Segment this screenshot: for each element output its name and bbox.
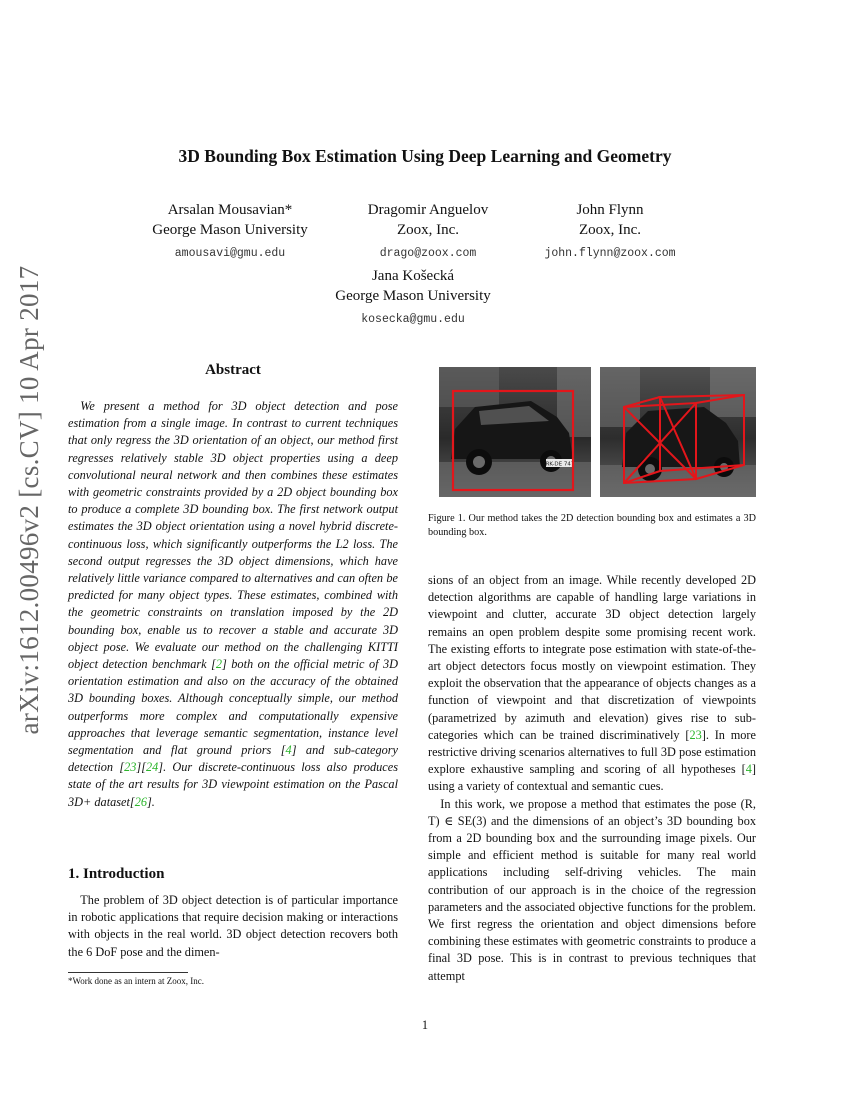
page-number: 1 (421, 1018, 429, 1032)
paragraph: sions of an object from an image. While recently developed 2D detection algorithms are capable of handling large variations in viewpoint and clutter, accurate 3D object detection largely remains an open problem despite some promising recent work. The existing efforts to integrate pose estimation with state-of-the-art object detectors focus mostly on viewpoint estimation. They exploit the observation that the appearance of objects changes as a function of viewpoint and that discretization of viewpoints (parametrized by azimuth and elevation) gives rise to sub-categories which can be trained discriminatively [23]. In more restrictive driving scenarios alternatives to full 3D pose estimation explore exhaustive sampling and scoring of all hypotheses [4] using a variety of contextual and semantic cues. (428, 573, 756, 794)
figure-caption: Figure 1. Our method takes the 2D detection bounding box and estimates a 3D bounding box. (428, 513, 756, 538)
author-name: Jana Košecká (371, 268, 455, 284)
citation-link[interactable]: 23 (124, 760, 137, 775)
author-block (313, 266, 513, 330)
car-photo-3d (600, 367, 756, 497)
author-name: Arsalan Mousavian* (167, 202, 293, 218)
citation-link[interactable]: 2 (215, 657, 223, 672)
citation-link[interactable]: 24 (145, 760, 159, 775)
arxiv-stamp: arXiv:1612.00496v2 [cs.CV] 10 Apr 2017 (14, 265, 44, 735)
author-block (510, 200, 710, 264)
author-name: Dragomir Anguelov (367, 202, 489, 218)
abstract-heading: Abstract (205, 362, 261, 378)
author-block (328, 200, 528, 264)
svg-text:RK-DE 747: RK-DE 747 (545, 461, 575, 468)
abstract-text: We present a method for 3D object detection and pose estimation from a single image. In contrast to current techniques that only regress the 3D orientation of an object, our method first regresses relatively stable 3D object properties using a deep convolutional neural network and then combines these estimates with geometric constraints provided by a 2D object bounding box to produce a complete 3D bounding box. The first network output estimates the 3D object orientation using a novel hybrid discrete-continuous loss, which significantly outperforms the L2 loss. The second output regresses the 3D object dimensions, which have relatively little variance compared to alternatives and can often be predicted for many object types. These estimates, combined with the geometric constraints on translation imposed by the 2D bounding box, enable us to recover a stable and accurate 3D object pose. We evaluate our method on the challenging KITTI object detection benchmark [2] both on the official metric of 3D orientation estimation and also on the accuracy of the obtained 3D bounding boxes. Although conceptually simple, our method outperforms more complex and computationally expensive approaches that leverage semantic segmentation, instance level segmentation and flat ground priors [4] and sub-category detection [23][24]. Our discrete-continuous loss also produces state of the art results for 3D viewpoint estimation on the Pascal 3D+ dataset[26]. (68, 399, 399, 809)
citation-link[interactable]: 26 (134, 794, 148, 809)
author-email[interactable]: john.flynn@zoox.com (544, 247, 676, 260)
author-email[interactable]: amousavi@gmu.edu (174, 247, 286, 260)
citation-link[interactable]: 4 (745, 762, 752, 777)
figure-image-2d-box (439, 367, 591, 497)
paper-title: 3D Bounding Box Estimation Using Deep Learning and Geometry (178, 146, 672, 166)
figure-image-3d-box (600, 367, 756, 497)
citation-link[interactable]: 23 (689, 727, 702, 742)
introduction-heading: 1. Introduction (68, 866, 165, 882)
footnote: *Work done as an intern at Zoox, Inc. (68, 976, 204, 986)
author-email[interactable]: kosecka@gmu.edu (361, 313, 465, 326)
author-email[interactable]: drago@zoox.com (379, 247, 477, 260)
paragraph: In this work, we propose a method that estimates the pose (R, T) ∈ SE(3) and the dimensions of an object’s 3D bounding box from a 2D bounding box and the surrounding image pixels. Our simple and efficient method is suitable for many real world applications including self-driving vehicles. The main contribution of our approach is in the choice of the regression parameters and the associated objective functions for the problem. We first regress the orientation and object dimensions before combining these estimates with geometric constraints to produce a final 3D pose. This is in contrast to previous techniques that attempt (428, 796, 756, 983)
author-affiliation: George Mason University (335, 288, 491, 304)
citation-link[interactable]: 4 (285, 743, 292, 758)
introduction-text: The problem of 3D object detection is of particular importance in robotic applications that require decision making or interactions with objects in the real world. 3D object detection recovers both the 6 DoF pose and the dimen- (68, 893, 398, 959)
author-affiliation: Zoox, Inc. (396, 222, 460, 238)
author-block (130, 200, 330, 264)
right-column-text (428, 572, 756, 985)
footnote-divider (68, 972, 188, 973)
car-photo-2d (439, 367, 591, 497)
author-affiliation: George Mason University (152, 222, 308, 238)
author-affiliation: Zoox, Inc. (578, 222, 642, 238)
author-name: John Flynn (576, 202, 644, 218)
